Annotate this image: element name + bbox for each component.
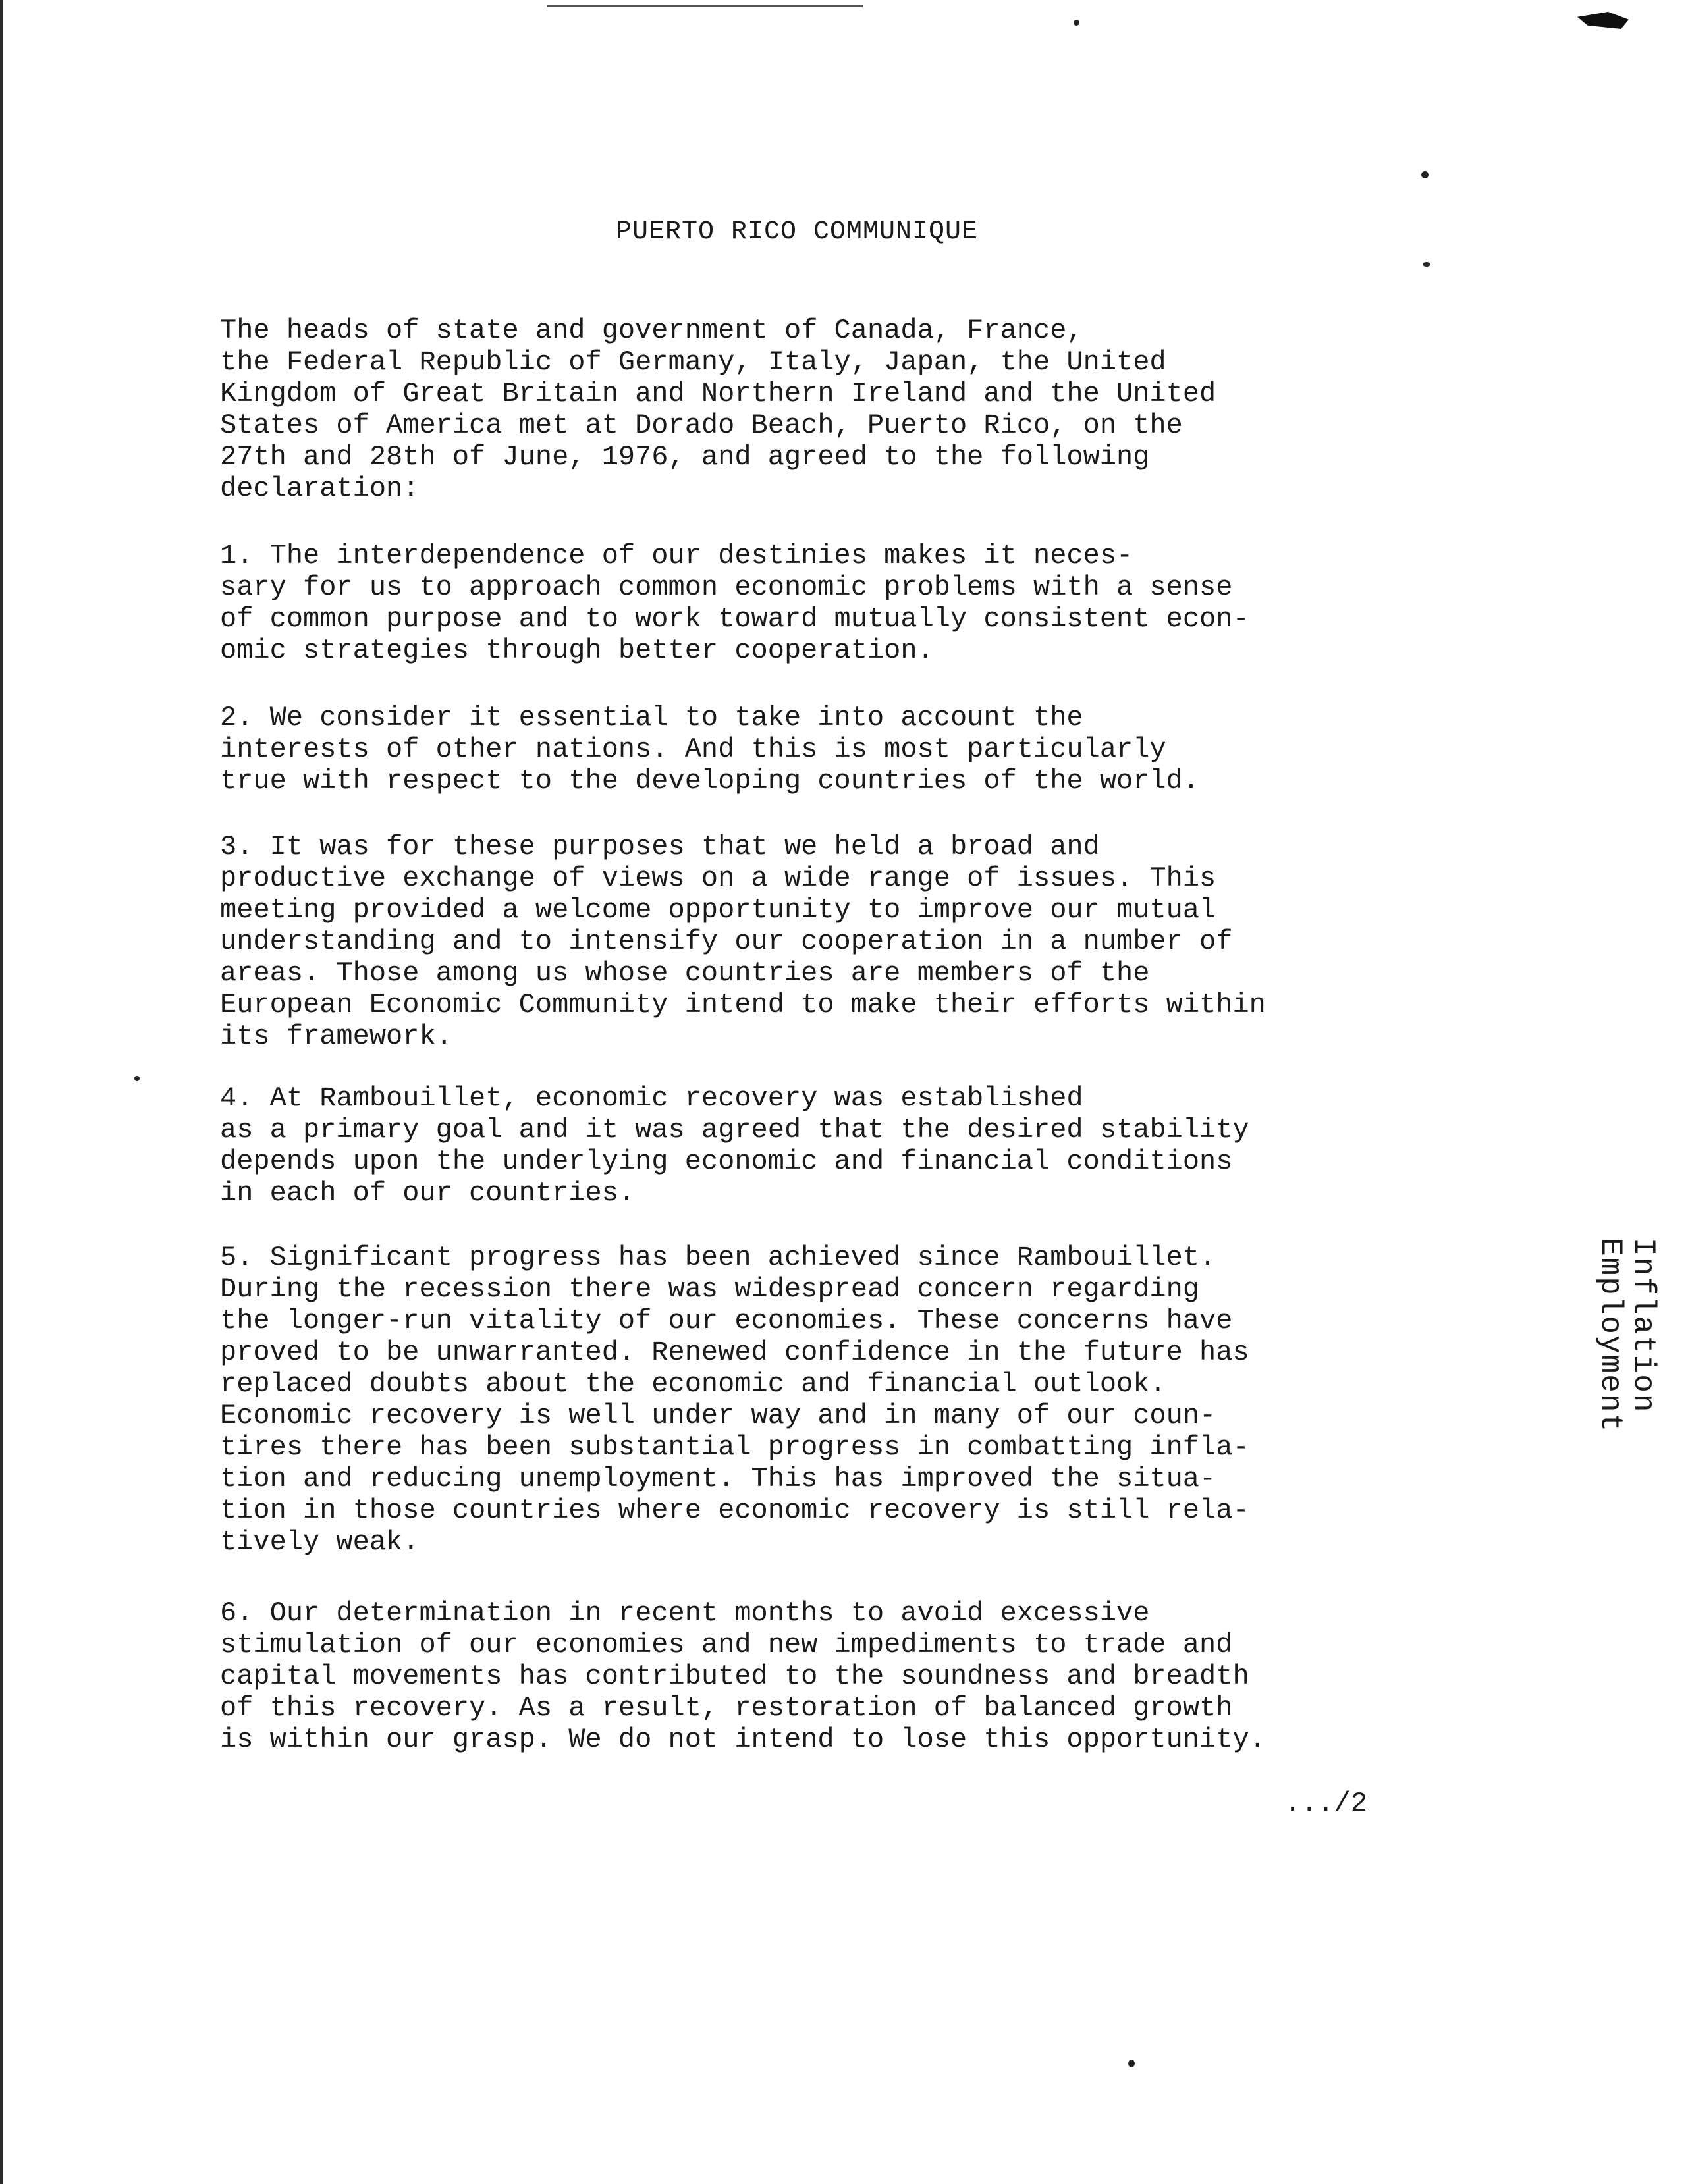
scan-speck bbox=[1074, 20, 1079, 26]
scan-speck bbox=[1128, 2060, 1135, 2067]
margin-note-employment: Employment bbox=[1593, 1238, 1627, 1433]
paragraph-2: 2. We consider it essential to take into account the interests of other nations. And this is most particularly true with respect to the developing countries of the world. bbox=[220, 702, 1200, 797]
margin-note-inflation: Inflation bbox=[1626, 1238, 1660, 1414]
scan-speck bbox=[134, 1076, 140, 1081]
paragraph-5: 5. Significant progress has been achieved since Rambouillet. During the recession there was widespread concern regarding the longer-run vitality of our economies. These concerns have proved to be unwarranted. Renewed confidence in the future has replaced doubts about the economic and financial outlook. Economic recovery is well under way and in many of our coun- tires there has been substantial progress in combatting infla- tion and reducing unemployment. This has improved the situa- tion in those countries where economic recovery is still rela- tively weak. bbox=[220, 1242, 1249, 1558]
corner-scan-mark bbox=[1577, 12, 1629, 29]
scan-speck bbox=[1421, 171, 1429, 178]
paragraph-4: 4. At Rambouillet, economic recovery was established as a primary goal and it was agreed that the desired stability depends upon the underlying economic and financial conditions in each of our countries. bbox=[220, 1082, 1249, 1209]
scan-speck bbox=[1423, 262, 1430, 267]
paragraph-1: 1. The interdependence of our destinies makes it neces- sary for us to approach common economic problems with a sense of common purpose and to work toward mutually consistent econ- omic strategies through better cooperation. bbox=[220, 540, 1249, 666]
paragraph-6: 6. Our determination in recent months to avoid excessive stimulation of our economies and new impediments to trade and capital movements has contributed to the soundness and breadth of this recovery. As a result, restoration of balanced growth is within our grasp. We do not intend to lose this opportunity. bbox=[220, 1597, 1266, 1755]
scan-edge bbox=[0, 0, 3, 2184]
margin-notes bbox=[1594, 1238, 1660, 1433]
document-title: PUERTO RICO COMMUNIQUE bbox=[615, 217, 979, 247]
top-rule bbox=[547, 5, 863, 7]
page-continuation: .../2 bbox=[1284, 1788, 1368, 1819]
intro-paragraph: The heads of state and government of Canada, France, the Federal Republic of Germany, Italy, Japan, the United Kingdom of Great Britain and Northern Ireland and the United States of America met at Dorado Beach, Puerto Rico, on the 27th and 28th of June, 1976, and agreed to the following declaration: bbox=[220, 315, 1216, 504]
paragraph-3: 3. It was for these purposes that we held a broad and productive exchange of views on a wide range of issues. This meeting provided a welcome opportunity to improve our mutual understanding and to intensify our cooperation in a number of areas. Those among us whose countries are members of the European Economic Community intend to make their efforts within its framework. bbox=[220, 831, 1266, 1052]
